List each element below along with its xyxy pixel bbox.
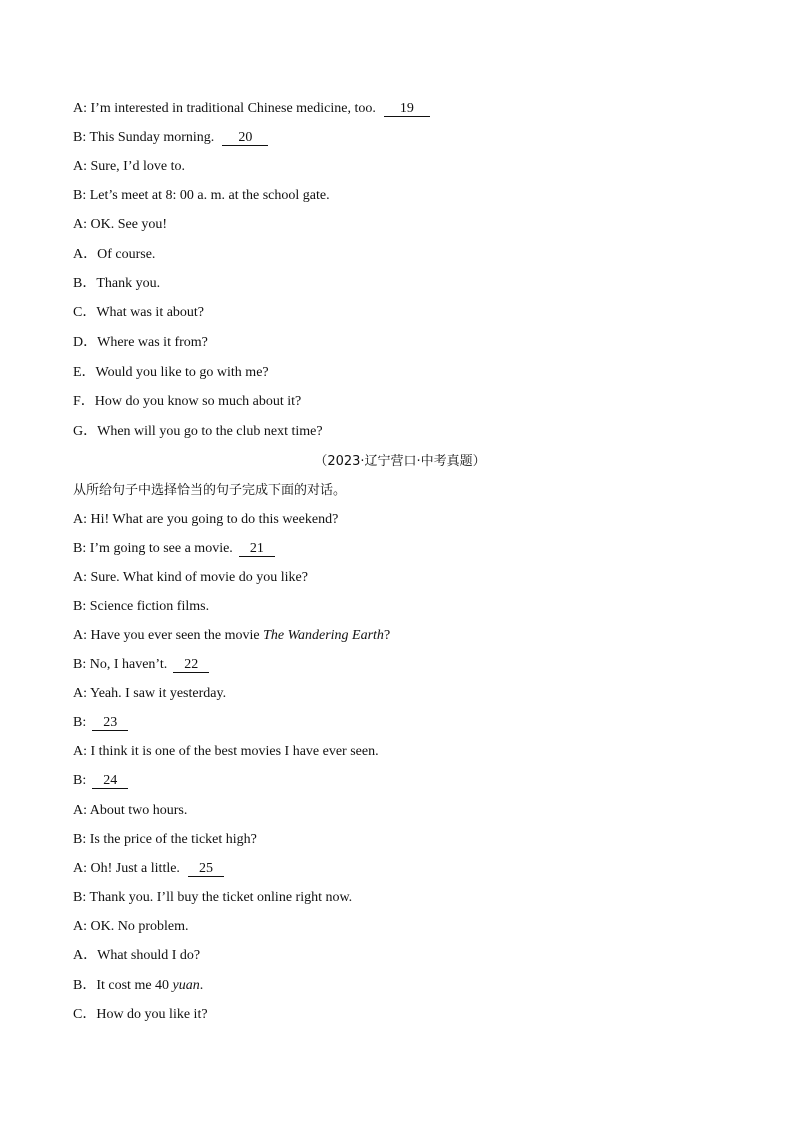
answer-blank-22[interactable]: 22 <box>173 657 209 673</box>
dialogue-line: B: 23 <box>73 714 128 732</box>
dialogue-line: A: Sure, I’d love to. <box>73 159 185 174</box>
option-c: C．How do you like it? <box>73 1007 208 1022</box>
dialogue-line: B: No, I haven’t. 22 <box>73 656 209 674</box>
option-b: B．Thank you. <box>73 276 161 291</box>
answer-blank-20[interactable]: 20 <box>222 130 268 146</box>
option-g: G．When will you go to the club next time? <box>73 424 323 439</box>
option-a: A．What should I do? <box>73 948 201 963</box>
dialogue-line: B: Thank you. I’ll buy the ticket online right now. <box>73 890 353 905</box>
answer-blank-19[interactable]: 19 <box>384 101 430 117</box>
dialogue-line: A: Sure. What kind of movie do you like? <box>73 570 308 585</box>
dialogue-line: B: Science fiction films. <box>73 599 210 614</box>
dialogue-line: A: Yeah. I saw it yesterday. <box>73 686 227 701</box>
option-d: D．Where was it from? <box>73 335 208 350</box>
dialogue-line: A: Oh! Just a little. 25 <box>73 860 224 878</box>
source-note: （2023·辽宁营口·中考真题） <box>314 454 486 469</box>
movie-title: The Wandering Earth <box>263 628 384 643</box>
dialogue-line: B: Let’s meet at 8: 00 a. m. at the school gate. <box>73 188 330 203</box>
answer-blank-24[interactable]: 24 <box>92 773 128 789</box>
dialogue-line: A: OK. See you! <box>73 217 168 232</box>
dialogue-line: A: OK. No problem. <box>73 919 189 934</box>
answer-blank-21[interactable]: 21 <box>239 541 275 557</box>
dialogue-line: A: Hi! What are you going to do this weekend? <box>73 512 339 527</box>
option-c: C．What was it about? <box>73 305 205 320</box>
dialogue-line: A: About two hours. <box>73 803 188 818</box>
instruction: 从所给句子中选择恰当的句子完成下面的对话。 <box>73 483 347 498</box>
dialogue-line: B: This Sunday morning. 20 <box>73 129 268 147</box>
dialogue-line: A: I think it is one of the best movies I have ever seen. <box>73 744 379 759</box>
dialogue-line: A: Have you ever seen the movie The Wandering Earth? <box>73 628 391 643</box>
answer-blank-25[interactable]: 25 <box>188 861 224 877</box>
option-b: B．It cost me 40 yuan. <box>73 978 204 993</box>
dialogue-line: A: I’m interested in traditional Chinese medicine, too. 19 <box>73 100 430 118</box>
option-a: A．Of course. <box>73 247 156 262</box>
dialogue-line: B: 24 <box>73 772 128 790</box>
answer-blank-23[interactable]: 23 <box>92 715 128 731</box>
option-e: E．Would you like to go with me? <box>73 365 269 380</box>
dialogue-line: B: Is the price of the ticket high? <box>73 832 257 847</box>
dialogue-line: B: I’m going to see a movie. 21 <box>73 540 275 558</box>
option-f: F．How do you know so much about it? <box>73 394 302 409</box>
